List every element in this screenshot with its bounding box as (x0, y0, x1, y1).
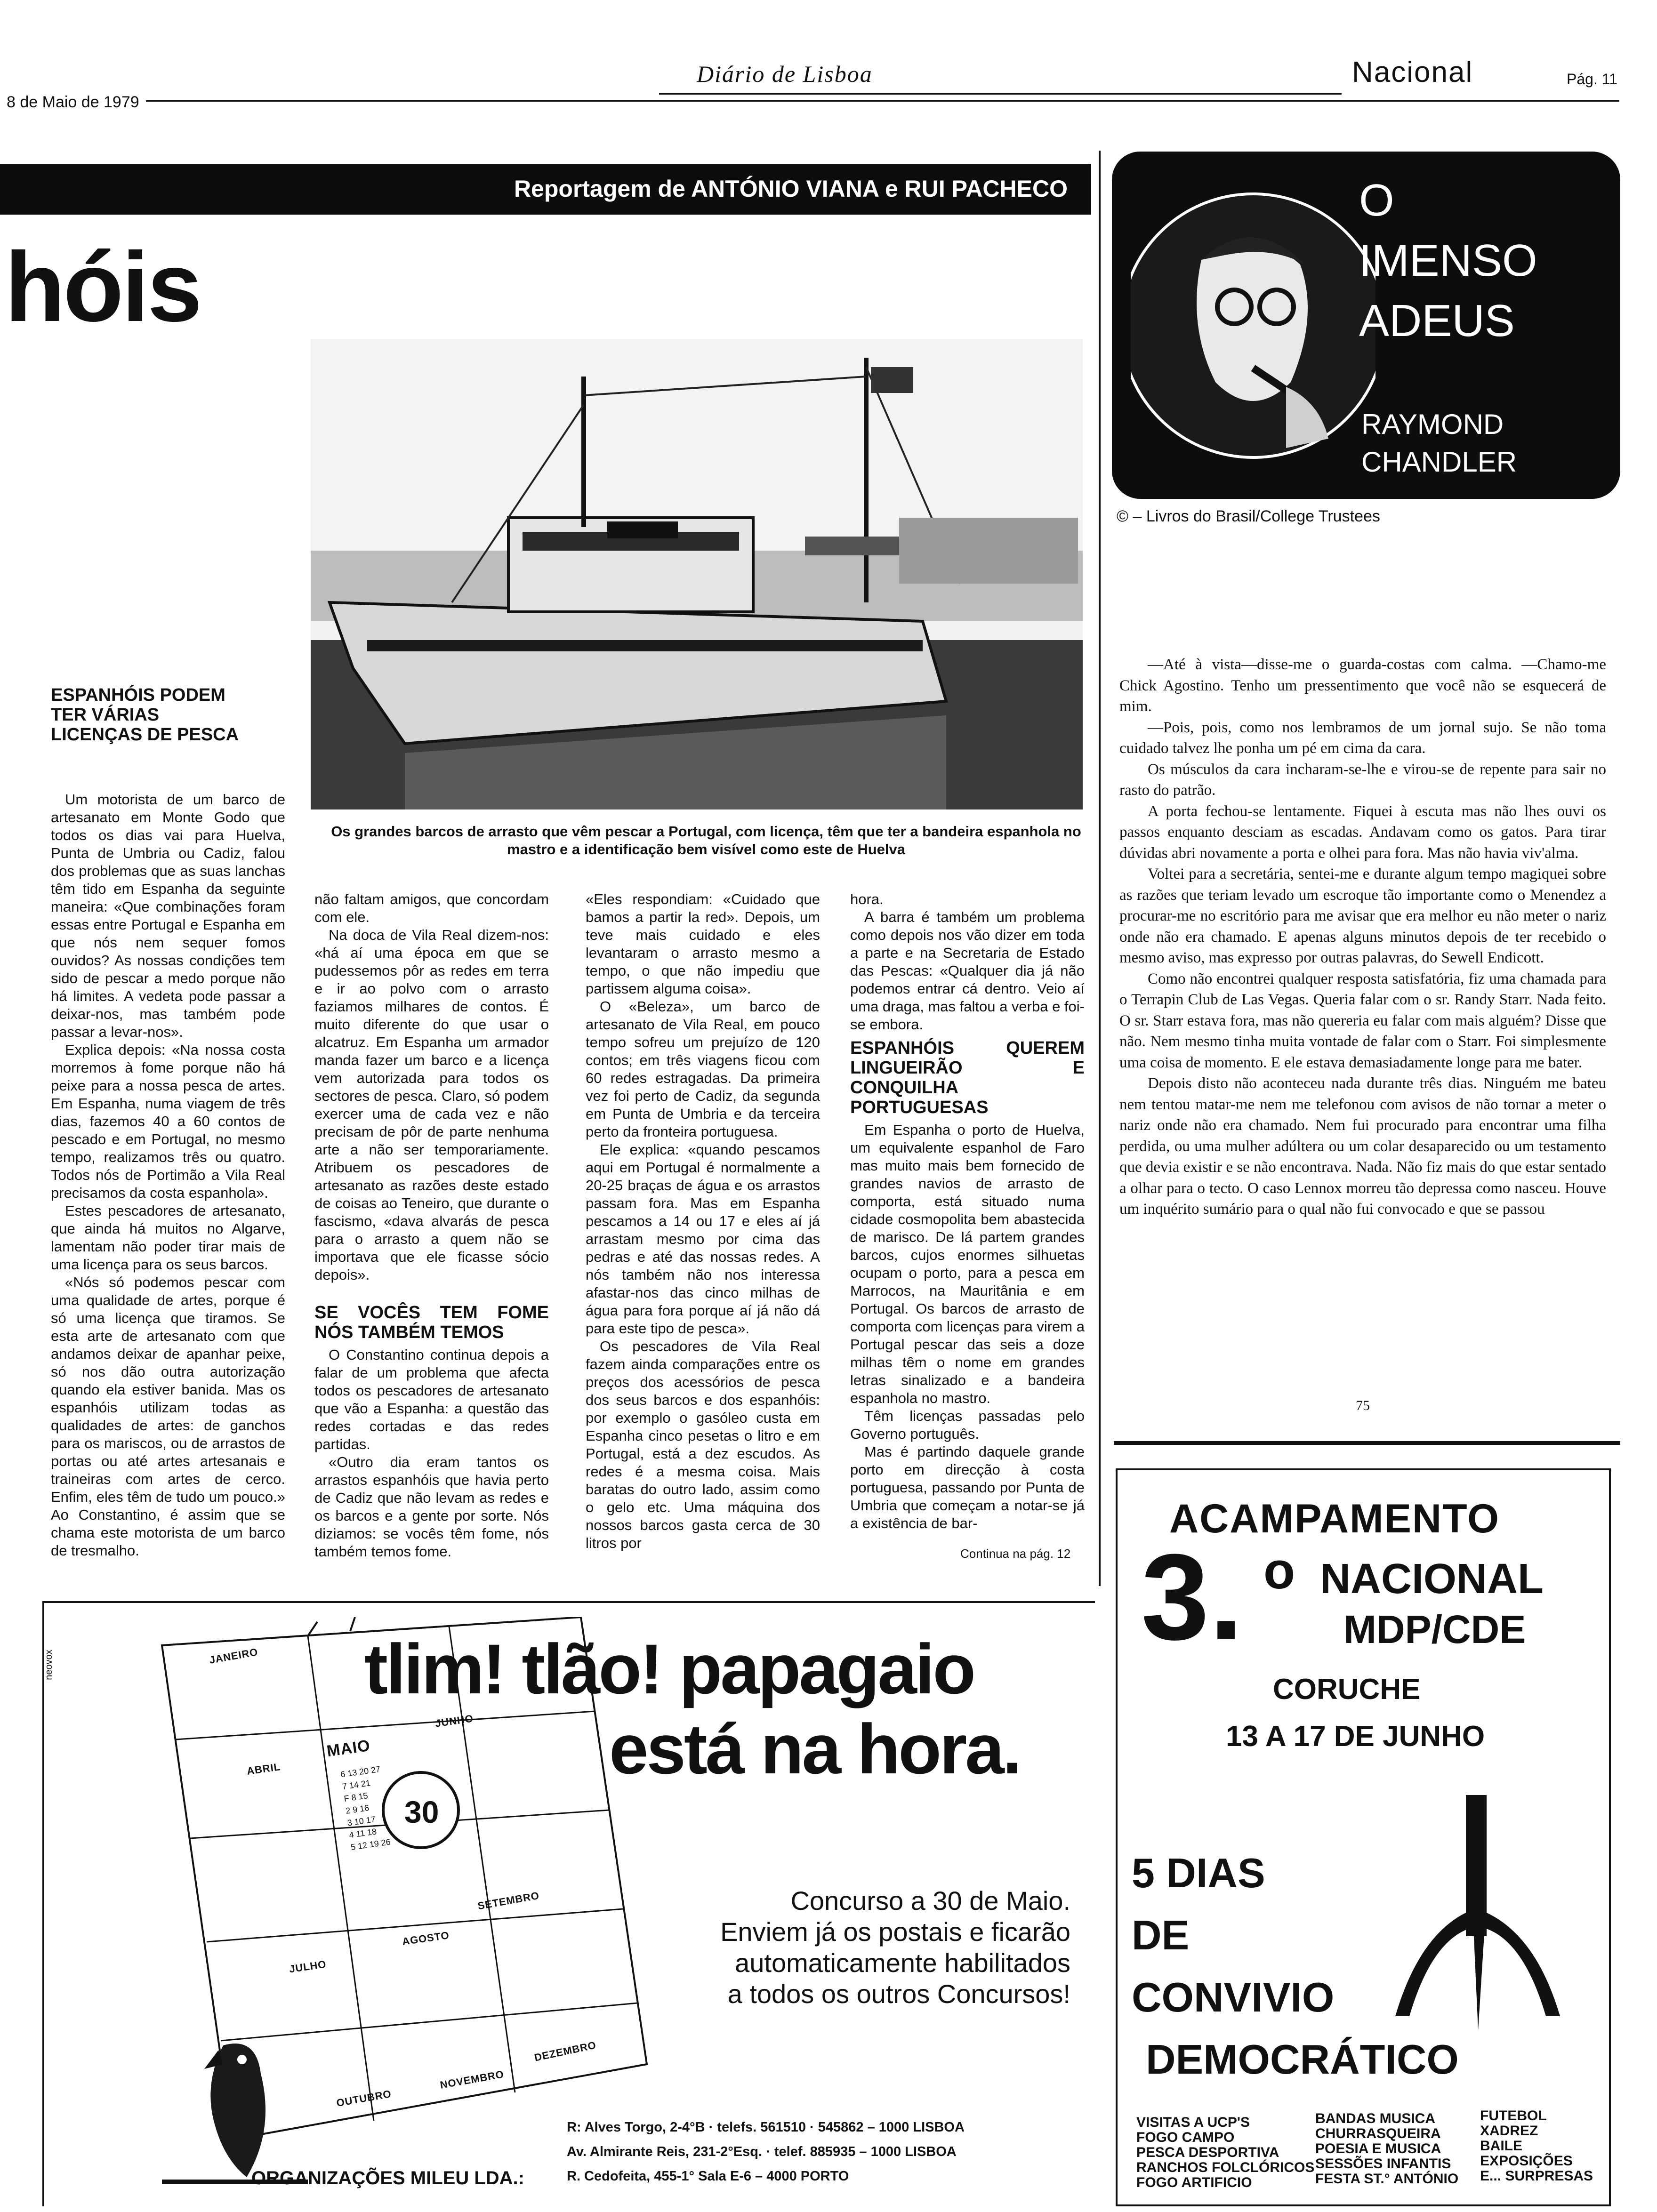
calendar-row: 5 12 19 26 (350, 1837, 391, 1852)
ad-body-line: automaticamente habilitados (735, 1948, 1070, 1978)
activities-col-1 (1136, 2115, 1314, 2190)
camp-days (1132, 1842, 1459, 2091)
address-line: Av. Almirante Reis, 231-2°Esq. · telef. 885935 – 1000 LISBOA (567, 2144, 957, 2159)
camp-days-line: CONVIVIO (1132, 1974, 1335, 2020)
issue-date: 8 de Maio de 1979 (7, 93, 139, 111)
paragraph: O Constantino continua depois a falar de um problema que afecta todos os pescadores de artesanato que vão a Espanha: a questão das redes cortadas e das redes partidas. (314, 1346, 549, 1452)
byline-bar (0, 164, 1091, 215)
calendar-row: 2 9 16 (345, 1803, 370, 1816)
portrait-face (1197, 242, 1308, 401)
paragraph: Os músculos da cara incharam-se-lhe e virou-se de repente para sair no rasto do patrão. (1119, 761, 1606, 799)
paragraph: Têm licenças passadas pelo Governo português. (850, 1408, 1085, 1442)
continued-note: Continua na pág. 12 (960, 1547, 1071, 1561)
news-photo (311, 339, 1083, 809)
calendar-month: JANEIRO (208, 1646, 259, 1666)
activity: VISITAS A UCP'S (1136, 2115, 1250, 2130)
activity: SESSÕES INFANTIS (1315, 2156, 1451, 2172)
serial-title (1359, 170, 1537, 351)
masthead (0, 0, 1657, 111)
trunk (1466, 1795, 1487, 1936)
headline-fragment: hóis (5, 232, 201, 342)
chandler-portrait (1131, 184, 1375, 467)
newspaper-name: Diário de Lisboa (697, 61, 873, 87)
report-subhead-1: ESPANHÓIS PODEM TER VÁRIAS LICENÇAS DE PESCA (51, 685, 239, 745)
camp-days-line: DEMOCRÁTICO (1146, 2036, 1459, 2083)
camp-org: MDP/CDE (1343, 1607, 1526, 1651)
paragraph: Explica depois: «Na nossa costa morremos à fome porque não há peixe para a nossa pesca de artes. Em Espanha, numa viagem de três dias, fazemos 40 a 60 contos de pescado e em Portugal, no mesmo tempo, realizamos três ou quatro. Todos nós de Portimão a Vila Real precisamos da costa espanhola». (51, 1042, 285, 1201)
ad-body-line: Concurso a 30 de Maio. (790, 1886, 1070, 1915)
calendar-month: AGOSTO (401, 1929, 450, 1948)
camp-dates: 13 A 17 DE JUNHO (1226, 1720, 1485, 1753)
calendar-row: 7 14 21 (341, 1778, 371, 1792)
masthead-rule-top (659, 93, 1342, 95)
calendar-month: ABRIL (246, 1761, 282, 1777)
paragraph: Voltei para a secretária, sentei-me e durante algum tempo magiquei sobre as razões que teriam levado um escroque tão importante como o Menendez a procurar-me no escritório para me avisar que era melhor eu não meter o nariz onde não era chamado. E apenas alguns minutos depois de ter recebido o mesmo aviso, mas expresso por outras palavras, do Sewell Endicott. (1119, 866, 1606, 966)
calendar-month: JUNHO (434, 1712, 475, 1730)
ad-headline-2: está na hora. (609, 1709, 1021, 1788)
paragraph: «Eles respondiam: «Cuidado que bamos a partir la red». Depois, um teve mais cuidado e eles levantaram o arrasto mesmo a tempo, o que não impediu que partissem alguma coisa». (586, 891, 820, 997)
ad-top-rule (1114, 1441, 1620, 1445)
activity: POESIA E MUSICA (1315, 2141, 1441, 2156)
calendar-month: OUTUBRO (335, 2087, 393, 2109)
paragraph: Na doca de Vila Real dizem-nos: «há aí uma época em que se pudessemos pôr as redes em terra e ir ao polvo com o arrasto faziamos milhares de contos. É muito diferente do que usar o alcatruz. Em Espanha um armador manda fazer um barco e a licença vem autorizada para todos os sectores de pesca. Claro, só podem exercer uma de cada vez e não precisam de pôr de parte nenhuma arte a não ser temporariamente. Atribuem os pescadores de artesanato as razões deste estado de coisas ao Teneiro, que durante o fascismo, «dava alvarás de pesca para o arrasto a quem não se importava que ele ficasse sócio depois». (314, 927, 549, 1283)
calendar-row: 3 10 17 (346, 1814, 376, 1828)
ad-body-line: a todos os outros Concursos! (727, 1979, 1070, 2009)
paragraph: O «Beleza», um barco de artesanato de Vila Real, em pouco tempo sofreu um prejuízo de 120 contos; em três viagens ficou com 60 redes estragadas. Da primeira vez foi perto de Cadiz, da segunda em Punta de Umbria e da terceira perto da fronteira portuguesa. (586, 998, 820, 1140)
ad-headline-1: tlim! tlão! papagaio (364, 1629, 974, 1708)
paragraph: «Outro dia eram tantos os arrastos espanhóis que havia perto de Cadiz que não levam as redes e os barcos e a gente por sorte. Nós diziamos: se vocês têm fome, nós também temos fome. (314, 1454, 549, 1560)
activity: XADREZ (1480, 2123, 1538, 2139)
activity: PESCA DESPORTIVA (1136, 2145, 1279, 2160)
paragraph: A barra é também um problema como depois nos vão dizer em toda a parte e na Secretaria de Estado das Pescas: «Qualquer dia já não podemos entrar cá dentro. Veio aí uma draga, mas faltou a verba e foi-se embora. (850, 909, 1085, 1033)
camp-title: ACAMPAMENTO (1169, 1496, 1500, 1541)
background-ship (899, 518, 1078, 584)
paragraph: Ele explica: «quando pescamos aqui em Portugal é normalmente a 20-25 braças de água e os arrastos passam fora. Mas em Espanha pescamos a 14 ou 17 e eles aí já arrastam mesmo por cima das pedras e até das nossas redes. A nós também não nos interessa afastar-nos das cinco milhas de água para fora porque aí já não dá para este tipo de pesca». (586, 1141, 820, 1337)
ad-body (637, 1885, 1070, 2010)
report-column-3 (586, 890, 820, 1552)
serial-author-line: CHANDLER (1361, 446, 1517, 478)
spanish-flag (871, 367, 913, 393)
activity: RANCHOS FOLCLÓRICOS (1136, 2160, 1315, 2175)
paragraph: Um motorista de um barco de artesanato em Monte Godo que todos os dias vai para Huelva, Punta de Umbria ou Cadiz, falou dos problemas que as suas lanchas têm tido em Espanha da seguinte maneira: «Que combinações foram essas entre Portugal e Espanha em que nós nem sequer fomos ouvidos? As nossas condições tem sido de pescar a medo porque não há limites. A vedeta pode passar a deixar-nos, mas também pode passar a levar-nos». (51, 791, 285, 1040)
hull-stripe (367, 640, 923, 651)
camp-days-line: DE (1132, 1912, 1190, 1958)
paragraph: «Nós só podemos pescar com uma qualidade de artes, porque é só uma licença que tiramos. Se esta arte de artesanato com que andamos deixar de apanhar peixe, só nos dão outra autorização quando ela estiver banida. Mas os espanhóis utilizam todas as qualidades de artes: de ganchos para os mariscos, ou de arrastos de portas ou até artes artesanais e traineiras com artes de cerco. Enfim, eles têm de tudo um pouco.» Ao Constantino, é assim que se chama este motorista de um barco de tresmalho. (51, 1274, 285, 1559)
activity: CHURRASQUEIRA (1315, 2126, 1441, 2141)
activity: BANDAS MUSICA (1315, 2111, 1435, 2126)
calendar-grid-v1 (308, 1636, 374, 2121)
paragraph: hora. (850, 891, 884, 907)
circled-day: 30 (404, 1795, 439, 1829)
calendar-row: F 8 15 (343, 1791, 369, 1804)
serial-page-number: 75 (1356, 1398, 1370, 1413)
paragraph: Em Espanha o porto de Huelva, um equivalente espanhol de Faro mas muito mais bem fornecido de grandes navios de arrasto de comporta, está situado numa cidade cosmopolita bem abastecida de marisco. De lá partem grandes barcos, cujos enormes silhuetas ocupam o porto, para a pesca em Marrocos, na Mauritânia e em Portugal. Os barcos de arrasto de comporta com licenças para virem a Portugal pescar das seis a doze milhas têm o nome em grandes letras sinalizado e a bandeira espanhola no mastro. (850, 1122, 1085, 1406)
paragraph: Os pescadores de Vila Real fazem ainda comparações entre os preços dos acessórios de pesca dos seus barcos e dos espanhóis: por exemplo o gasóleo custa em Espanha cinco pesetas o litro e em Portugal, está a dez escudos. As redes é a mesma coisa. Mais baratas do outro lado, assim como o gelo etc. Uma máquina dos nossos barcos gasta cerca de 30 litros por (586, 1338, 820, 1551)
serial-title-line: O (1359, 175, 1394, 225)
address-line: R: Alves Torgo, 2-4°B · telefs. 561510 · 545862 – 1000 LISBOA (567, 2120, 965, 2135)
serial-copyright: © – Livros do Brasil/College Trustees (1117, 507, 1380, 525)
report-column-4 (850, 890, 1085, 1532)
agency-code: neovox (43, 1650, 54, 1680)
paragraph: não faltam amigos, que concordam com ele. (314, 891, 549, 925)
gantry (805, 537, 909, 555)
calendar-grid-h1 (176, 1711, 595, 1739)
calendar-row: 4 11 18 (348, 1827, 378, 1840)
camp-ordinal: o (1263, 1542, 1295, 1600)
serial-title-line: IMENSO (1359, 235, 1537, 286)
root-center (1473, 1927, 1485, 2030)
paragraph: —Até à vista—disse-me o guarda-costas com calma. —Chamo-me Chick Agostino. Tenho um pressentimento que você não se esquecerá de mim. (1119, 656, 1606, 715)
paragraph: Depois disto não aconteceu nada durante três dias. Ninguém me bateu nem tentou matar-me nem me telefonou com avisos de não tornar a meter o nariz onde não era chamado. Nem fui procurado para encontrar uma filha perdida, ou uma mulher adúltera ou um colar desaparecido ou um testamento que devia existir e se não encontrava. Nada. Não fiz mais do que estar sentado a olhar para o tecto. O caso Lennox morreu tão depressa como nasceu. Houve um inquérito sumário para o qual não fui convocado e que se passou (1119, 1075, 1606, 1218)
page-number: Pág. 11 (1567, 71, 1617, 88)
address-line: R. Cedofeita, 455-1° Sala E-6 – 4000 PORTO (567, 2169, 849, 2184)
serial-title-box (1112, 152, 1620, 499)
activities-col-2 (1315, 2111, 1458, 2187)
activity: FESTA ST.° ANTÓNIO (1315, 2171, 1459, 2187)
calendar-month: SETEMBRO (476, 1889, 540, 1912)
paragraph: Estes pescadores de artesanato, que ainda há muitos no Algarve, lamentam não poder tirar mais de uma licença para os seus barcos. (51, 1202, 285, 1273)
camp-place: CORUCHE (1273, 1673, 1421, 1706)
ad-mdp (1116, 1468, 1611, 2206)
byline: Reportagem de ANTÓNIO VIANA e RUI PACHECO (514, 176, 1068, 202)
name-board (607, 521, 678, 538)
report-column-1 (51, 791, 285, 1560)
serial-text (1119, 654, 1606, 1220)
report-subhead-3: ESPANHÓIS QUEREM LINGUEIRÃO E CONQUILHA PORTUGUESAS (850, 1038, 1085, 1117)
calendar-month: NOVEMBRO (439, 2068, 505, 2091)
activity: EXPOSIÇÕES (1480, 2153, 1573, 2169)
root-right (1480, 1913, 1560, 2016)
activity: FOGO ARTIFICIO (1136, 2175, 1252, 2190)
company-name: ORGANIZAÇÕES MILEU LDA.: (251, 2168, 524, 2188)
trawler-photo-illustration (311, 339, 1083, 809)
section-name: Nacional (1352, 56, 1473, 88)
report-subhead-2: SE VOCÊS TEM FOME NÓS TAMBÉM TEMOS (314, 1303, 549, 1342)
ad-body-line: Enviem já os postais e ficarão (720, 1917, 1070, 1947)
paragraph: Como não encontrei qualquer resposta satisfatória, fiz uma chamada para o Terrapin Club de Las Vegas. Queria falar com o sr. Randy Starr. Nada feito. O sr. Starr estava fora, mas não quereria eu falar com mais alguém? Disse que não. Nem mesmo tinha muita vontade de falar com o Starr. Foi simplesmente uma coisa de momento. E ele estava demasiadamente longe para me bater. (1119, 970, 1606, 1071)
camp-national: NACIONAL (1320, 1555, 1544, 1603)
calendar-row: 6 13 20 27 (340, 1764, 381, 1779)
report-column-2 (314, 890, 549, 1561)
camp-number: 3. (1141, 1529, 1243, 1666)
calendar-month: MAIO (325, 1736, 371, 1761)
paragraph: Mas é partindo daquele grande porto em direcção à costa portuguesa, passando por Punta de Umbria que começam a notar-se já a existência de bar- (850, 1443, 1085, 1531)
activity: FUTEBOL (1480, 2108, 1547, 2124)
masthead-rule (146, 100, 1619, 102)
serial-title-line: ADEUS (1359, 296, 1515, 346)
camp-days-line: 5 DIAS (1132, 1850, 1265, 1896)
activity: BAILE (1480, 2138, 1522, 2154)
calendar-month: DEZEMBRO (533, 2039, 597, 2064)
company-addresses (567, 2115, 965, 2188)
calendar-month: JULHO (288, 1958, 327, 1975)
activity: E... SURPRESAS (1480, 2168, 1593, 2184)
photo-caption: Os grandes barcos de arrasto que vêm pescar a Portugal, com licença, têm que ter a bandeira espanhola no mastro e a identificação bem visível como este de Huelva (331, 823, 1081, 858)
activity: FOGO CAMPO (1136, 2130, 1235, 2145)
serial-author (1361, 406, 1517, 481)
serial-author-line: RAYMOND (1361, 409, 1504, 440)
paragraph: A porta fechou-se lentamente. Fiquei à escuta mas não lhes ouvi os passos enquanto desciam as escadas. Andavam como os gatos. Para tirar dúvidas abri novamente a porta e olhei para fora. Mas não havia viv'alma. (1119, 802, 1606, 862)
activities-col-3 (1480, 2108, 1593, 2184)
paragraph: —Pois, pois, como nos lembramos de um jornal sujo. Se não toma cuidado talvez lhe ponha um pé em cima da cara. (1119, 719, 1606, 757)
vertical-rule (1099, 151, 1101, 1586)
parrot-eye (237, 2055, 247, 2064)
ad-papagaio (42, 1601, 1095, 2206)
